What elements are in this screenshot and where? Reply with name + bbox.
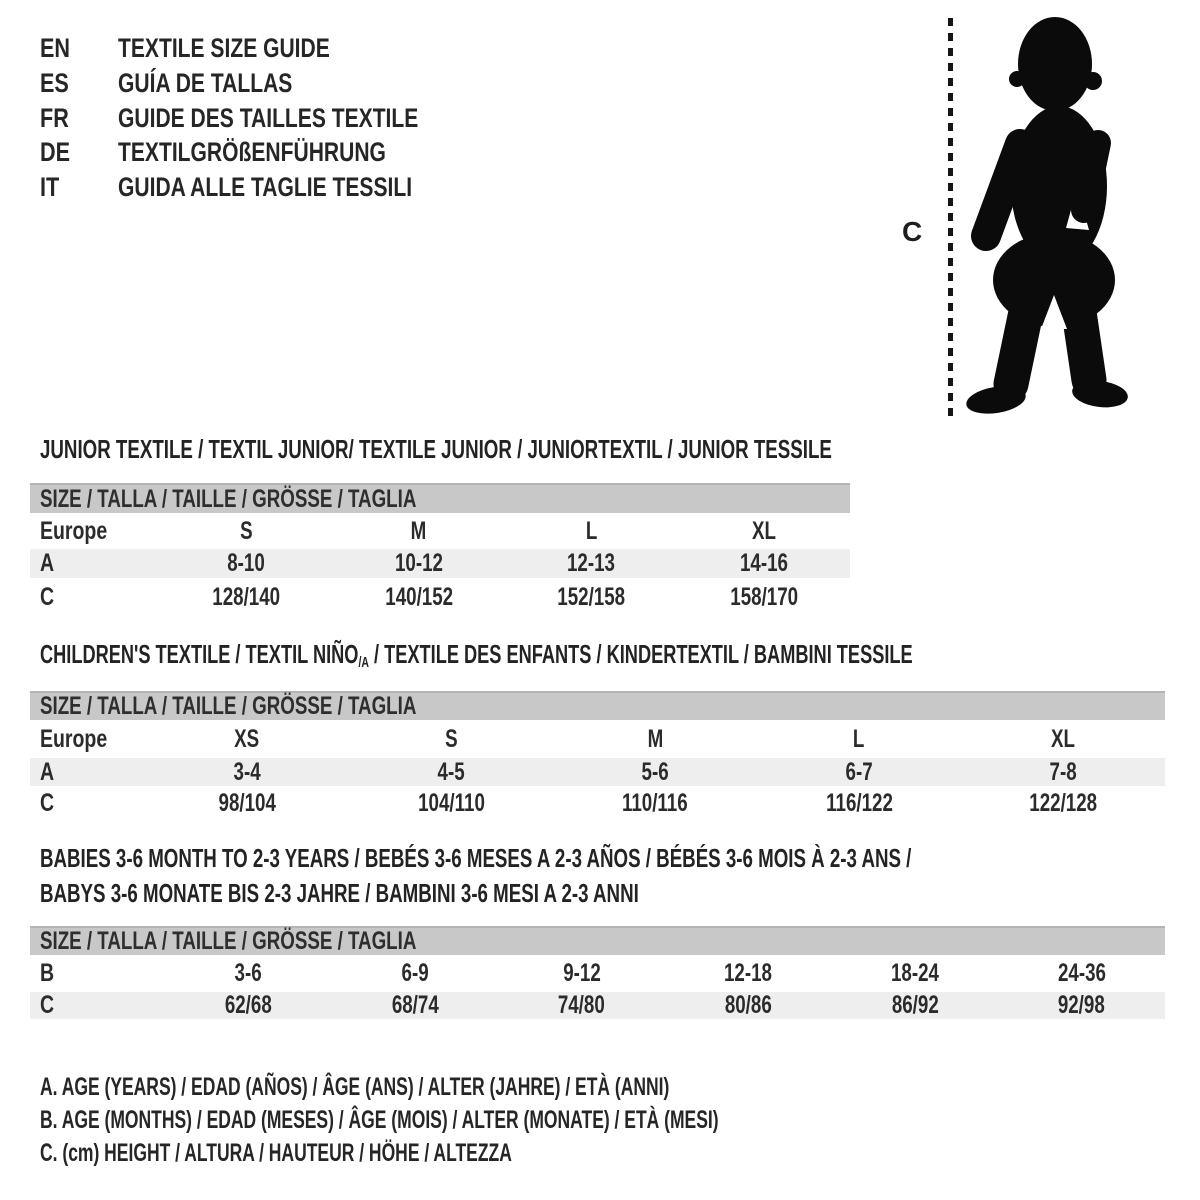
baby-silhouette-icon bbox=[962, 16, 1140, 418]
babies-section-title-line2: BABYS 3-6 MONATE BIS 2-3 JAHRE / BAMBINI 3-6 MESI A 2-3 ANNI bbox=[40, 878, 639, 908]
language-list bbox=[40, 31, 503, 205]
cell-value: 140/152 bbox=[384, 582, 453, 611]
cell-value: 3-4 bbox=[233, 757, 261, 786]
height-measure-label: C bbox=[902, 216, 923, 247]
cell-value: 122/128 bbox=[1029, 788, 1097, 817]
cell-value: 4-5 bbox=[437, 757, 465, 786]
cell-value: 86/92 bbox=[891, 991, 939, 1019]
language-label: GUIDA ALLE TAGLIE TESSILI bbox=[118, 172, 413, 203]
row-label: A bbox=[40, 757, 55, 786]
cell-value: XS bbox=[234, 724, 260, 753]
row-label: C bbox=[40, 788, 55, 817]
cell-value: 12-13 bbox=[567, 549, 616, 577]
cell-value: L bbox=[585, 516, 597, 545]
cell-value: L bbox=[853, 724, 865, 753]
language-code: DE bbox=[40, 137, 71, 168]
language-code: FR bbox=[40, 102, 69, 133]
table-row bbox=[30, 549, 850, 578]
cell-value: 18-24 bbox=[891, 959, 940, 987]
language-row bbox=[40, 135, 503, 170]
language-label: GUIDE DES TAILLES TEXTILE bbox=[118, 102, 419, 133]
cell-value: 24-36 bbox=[1057, 959, 1106, 987]
babies-section-title-line1: BABIES 3-6 MONTH TO 2-3 YEARS / BEBÉS 3-6 MESES A 2-3 AÑOS / BÉBÉS 3-6 MOIS À 2-3 ANS / bbox=[40, 843, 912, 873]
language-label: TEXTILGRÖßENFÜHRUNG bbox=[118, 137, 386, 168]
table-row bbox=[30, 955, 1165, 992]
cell-value: 110/116 bbox=[622, 788, 688, 817]
cell-value: XL bbox=[751, 516, 776, 545]
cell-value: 62/68 bbox=[224, 991, 272, 1019]
cell-value: 74/80 bbox=[558, 991, 606, 1019]
junior-section-title: JUNIOR TEXTILE / TEXTIL JUNIOR/ TEXTILE JUNIOR / JUNIORTEXTIL / JUNIOR TESSILE bbox=[40, 434, 832, 464]
language-row bbox=[40, 31, 503, 66]
table-row bbox=[30, 578, 850, 616]
children-size-table bbox=[30, 691, 1165, 820]
language-row bbox=[40, 101, 503, 136]
cell-value: 12-18 bbox=[724, 959, 773, 987]
cell-value: 152/158 bbox=[557, 582, 626, 611]
cell-value: 116/122 bbox=[825, 788, 893, 817]
legend-line-a: A. AGE (YEARS) / EDAD (AÑOS) / ÂGE (ANS) / ALTER (JAHRE) / ETÀ (ANNI) bbox=[40, 1073, 670, 1101]
table-row bbox=[30, 786, 1165, 820]
language-code: IT bbox=[40, 172, 60, 203]
size-header-bar: SIZE / TALLA / TAILLE / GRÖSSE / TAGLIA bbox=[30, 483, 850, 513]
table-row bbox=[30, 720, 1165, 758]
baby-silhouette-image bbox=[962, 16, 1140, 418]
cell-value: S bbox=[239, 516, 253, 545]
size-header-bar: SIZE / TALLA / TAILLE / GRÖSSE / TAGLIA bbox=[30, 926, 1165, 955]
babies-size-table bbox=[30, 926, 1165, 1019]
height-dashed-line bbox=[948, 18, 953, 416]
cell-value: 98/104 bbox=[218, 788, 276, 817]
legend-line-c: C. (cm) HEIGHT / ALTURA / HAUTEUR / HÖHE / ALTEZZA bbox=[40, 1139, 512, 1167]
cell-value: 3-6 bbox=[234, 959, 262, 987]
language-code: EN bbox=[40, 33, 71, 63]
language-label: GUÍA DE TALLAS bbox=[118, 67, 293, 98]
language-row bbox=[40, 170, 503, 205]
cell-value: 158/170 bbox=[729, 582, 798, 611]
cell-value: 5-6 bbox=[641, 757, 669, 786]
cell-value: 14-16 bbox=[739, 549, 788, 577]
table-row bbox=[30, 992, 1165, 1019]
nino-a-subscript: /A bbox=[358, 654, 369, 671]
cell-value: 104/110 bbox=[417, 788, 485, 817]
junior-size-table bbox=[30, 483, 850, 616]
cell-value: S bbox=[444, 724, 458, 753]
cell-value: 7-8 bbox=[1049, 757, 1077, 786]
table-row bbox=[30, 513, 850, 549]
legend-line-b: B. AGE (MONTHS) / EDAD (MESES) / ÂGE (MOIS) / ALTER (MONATE) / ETÀ (MESI) bbox=[40, 1106, 719, 1134]
cell-value: 68/74 bbox=[391, 991, 439, 1019]
cell-value: 6-7 bbox=[845, 757, 873, 786]
cell-value: M bbox=[410, 516, 427, 545]
row-label: C bbox=[40, 582, 55, 611]
cell-value: 10-12 bbox=[394, 549, 443, 577]
cell-value: 6-9 bbox=[401, 959, 429, 987]
cell-value: 80/86 bbox=[724, 991, 772, 1019]
language-row bbox=[40, 66, 503, 101]
cell-value: 92/98 bbox=[1058, 991, 1106, 1019]
language-code: ES bbox=[40, 67, 69, 98]
cell-value: 9-12 bbox=[562, 959, 601, 987]
row-label: Europe bbox=[40, 724, 108, 753]
row-label: C bbox=[40, 991, 55, 1019]
cell-value: M bbox=[647, 724, 663, 753]
table-row bbox=[30, 758, 1165, 786]
cell-value: 8-10 bbox=[227, 549, 266, 577]
size-header-bar: SIZE / TALLA / TAILLE / GRÖSSE / TAGLIA bbox=[30, 691, 1165, 720]
measure-legend bbox=[40, 1071, 1009, 1170]
row-label: A bbox=[40, 549, 55, 577]
row-label: Europe bbox=[40, 516, 108, 545]
row-label: B bbox=[40, 959, 55, 987]
children-section-title: CHILDREN'S TEXTILE / TEXTIL NIÑO/A / TEXTILE DES ENFANTS / KINDERTEXTIL / BAMBINI TESSILE bbox=[40, 639, 913, 671]
cell-value: XL bbox=[1051, 724, 1075, 753]
cell-value: 128/140 bbox=[212, 582, 281, 611]
language-label: TEXTILE SIZE GUIDE bbox=[118, 33, 330, 63]
